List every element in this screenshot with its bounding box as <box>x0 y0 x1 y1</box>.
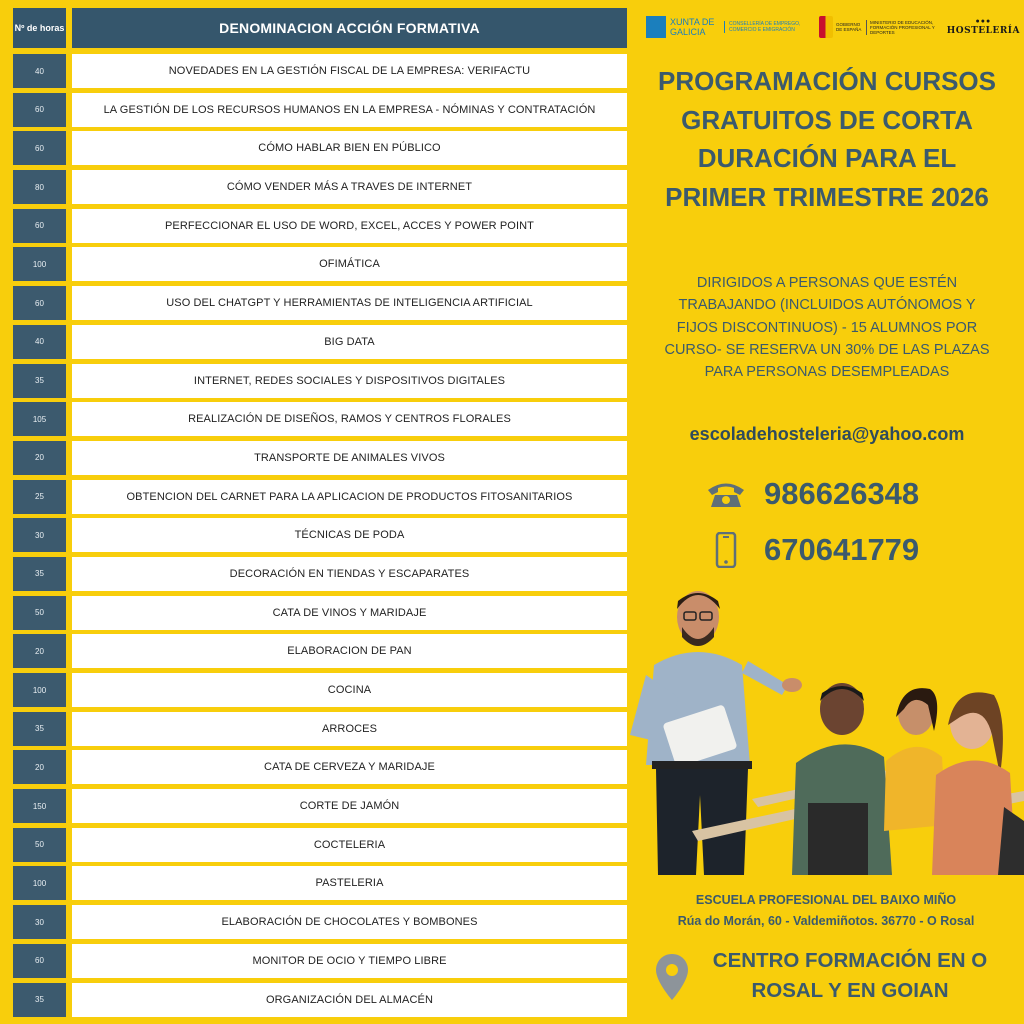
course-hours: 100 <box>13 673 66 707</box>
course-hours: 60 <box>13 93 66 127</box>
centro-formacion: CENTRO FORMACIÓN EN O ROSAL Y EN GOIAN <box>712 949 988 1002</box>
course-name: PERFECCIONAR EL USO DE WORD, EXCEL, ACCES Y POWER POINT <box>72 209 627 243</box>
course-hours: 40 <box>13 54 66 88</box>
course-name: CATA DE CERVEZA Y MARIDAJE <box>72 750 627 784</box>
logo-bar <box>646 10 1020 44</box>
course-hours: 100 <box>13 866 66 900</box>
course-name: OBTENCION DEL CARNET PARA LA APLICACION DE PRODUCTOS FITOSANITARIOS <box>72 480 627 514</box>
course-name: ELABORACIÓN DE CHOCOLATES Y BOMBONES <box>72 905 627 939</box>
ministerio-name: MINISTERIO DE EDUCACIÓN, FORMACIÓN PROFESIONAL Y DEPORTES <box>866 20 940 35</box>
course-name: DECORACIÓN EN TIENDAS Y ESCAPARATES <box>72 557 627 591</box>
table-row <box>13 54 629 88</box>
student-figure <box>932 692 1024 875</box>
course-hours: 50 <box>13 828 66 862</box>
hosteleria-emblem-icon: ●●● <box>975 18 992 25</box>
course-hours: 50 <box>13 596 66 630</box>
course-hours: 150 <box>13 789 66 823</box>
location-pin-icon <box>654 952 690 1002</box>
course-hours: 60 <box>13 209 66 243</box>
table-row <box>13 402 629 436</box>
course-hours: 60 <box>13 286 66 320</box>
course-name: PASTELERIA <box>72 866 627 900</box>
course-column-header: DENOMINACION ACCIÓN FORMATIVA <box>72 8 627 48</box>
page-title: PROGRAMACIÓN CURSOS GRATUITOS DE CORTA DURACIÓN PARA EL PRIMER TRIMESTRE 2026 <box>657 66 996 212</box>
course-hours: 60 <box>13 944 66 978</box>
table-body <box>13 54 629 1017</box>
description: DIRIGIDOS A PERSONAS QUE ESTÉN TRABAJANDO (INCLUIDOS AUTÓNOMOS Y FIJOS DISCONTINUOS) - 15 ALUMNOS POR CURSO- SE RESERVA UN 30% DE LAS PLAZAS PARA PERSONAS DESEMPLEADAS <box>664 275 990 381</box>
table-row <box>13 247 629 281</box>
xunta-department: CONSELLERÍA DE EMPREGO, COMERCIO E EMIGRACIÓN <box>724 21 807 33</box>
table-row <box>13 441 629 475</box>
table-row <box>13 209 629 243</box>
course-name: ELABORACION DE PAN <box>72 634 627 668</box>
course-name: OFIMÁTICA <box>72 247 627 281</box>
course-name: LA GESTIÓN DE LOS RECURSOS HUMANOS EN LA EMPRESA - NÓMINAS Y CONTRATACIÓN <box>72 93 627 127</box>
table-row <box>13 286 629 320</box>
hours-column-header: Nº de horas <box>13 8 66 48</box>
xunta-emblem-icon <box>646 16 666 38</box>
course-hours: 40 <box>13 325 66 359</box>
course-hours: 25 <box>13 480 66 514</box>
course-table <box>13 8 629 1021</box>
course-hours: 30 <box>13 518 66 552</box>
course-hours: 20 <box>13 750 66 784</box>
table-row <box>13 983 629 1017</box>
table-row <box>13 905 629 939</box>
table-row <box>13 712 629 746</box>
mobile-phone-icon <box>704 530 748 570</box>
course-name: CÓMO HABLAR BIEN EN PÚBLICO <box>72 131 627 165</box>
table-row <box>13 480 629 514</box>
hosteleria-wordmark: HOSTELERÍA <box>946 26 1020 36</box>
course-name: CÓMO VENDER MÁS A TRAVES DE INTERNET <box>72 170 627 204</box>
student-figure <box>792 683 892 875</box>
mobile-number: 670641779 <box>764 532 920 567</box>
hosteleria-logo <box>947 18 1020 36</box>
course-name: COCINA <box>72 673 627 707</box>
course-name: CATA DE VINOS Y MARIDAJE <box>72 596 627 630</box>
school-address: Rúa do Morán, 60 - Valdemiñotos. 36770 - O Rosal <box>677 914 975 928</box>
course-name: REALIZACIÓN DE DISEÑOS, RAMOS Y CENTROS FLORALES <box>72 402 627 436</box>
course-hours: 35 <box>13 364 66 398</box>
course-name: TÉCNICAS DE PODA <box>72 518 627 552</box>
course-hours: 100 <box>13 247 66 281</box>
course-hours: 30 <box>13 905 66 939</box>
table-row <box>13 828 629 862</box>
landline-number: 986626348 <box>764 476 920 511</box>
gobierno-logo <box>819 16 940 38</box>
school-info <box>648 890 1004 932</box>
spain-shield-icon <box>819 16 833 38</box>
course-name: ORGANIZACIÓN DEL ALMACÉN <box>72 983 627 1017</box>
table-row <box>13 866 629 900</box>
course-hours: 35 <box>13 557 66 591</box>
table-row <box>13 557 629 591</box>
table-row <box>13 596 629 630</box>
school-name: ESCUELA PROFESIONAL DEL BAIXO MIÑO <box>695 893 957 907</box>
table-row <box>13 364 629 398</box>
table-row <box>13 750 629 784</box>
classroom-illustration <box>612 585 1024 875</box>
course-name: TRANSPORTE DE ANIMALES VIVOS <box>72 441 627 475</box>
table-row <box>13 170 629 204</box>
course-name: BIG DATA <box>72 325 627 359</box>
course-hours: 105 <box>13 402 66 436</box>
course-name: COCTELERIA <box>72 828 627 862</box>
course-hours: 60 <box>13 131 66 165</box>
gobierno-name: GOBIERNO DE ESPAÑA <box>836 22 862 32</box>
course-hours: 35 <box>13 712 66 746</box>
course-name: NOVEDADES EN LA GESTIÓN FISCAL DE LA EMPRESA: VERIFACTU <box>72 54 627 88</box>
course-name: USO DEL CHATGPT Y HERRAMIENTAS DE INTELIGENCIA ARTIFICIAL <box>72 286 627 320</box>
course-hours: 80 <box>13 170 66 204</box>
telephone-icon <box>704 474 748 514</box>
table-row <box>13 673 629 707</box>
table-row <box>13 131 629 165</box>
contact-email[interactable]: escoladehosteleria@yahoo.com <box>689 424 965 444</box>
course-hours: 20 <box>13 634 66 668</box>
course-hours: 20 <box>13 441 66 475</box>
course-name: MONITOR DE OCIO Y TIEMPO LIBRE <box>72 944 627 978</box>
table-row <box>13 93 629 127</box>
table-header <box>13 8 629 48</box>
course-name: ARROCES <box>72 712 627 746</box>
table-row <box>13 518 629 552</box>
course-name: INTERNET, REDES SOCIALES Y DISPOSITIVOS DIGITALES <box>72 364 627 398</box>
course-name: CORTE DE JAMÓN <box>72 789 627 823</box>
table-row <box>13 634 629 668</box>
table-row <box>13 944 629 978</box>
table-row <box>13 325 629 359</box>
course-hours: 35 <box>13 983 66 1017</box>
xunta-logo <box>646 16 807 38</box>
table-row <box>13 789 629 823</box>
landline-contact[interactable] <box>704 474 919 514</box>
xunta-name: XUNTA DE GALICIA <box>670 17 715 37</box>
mobile-contact[interactable] <box>704 530 919 570</box>
